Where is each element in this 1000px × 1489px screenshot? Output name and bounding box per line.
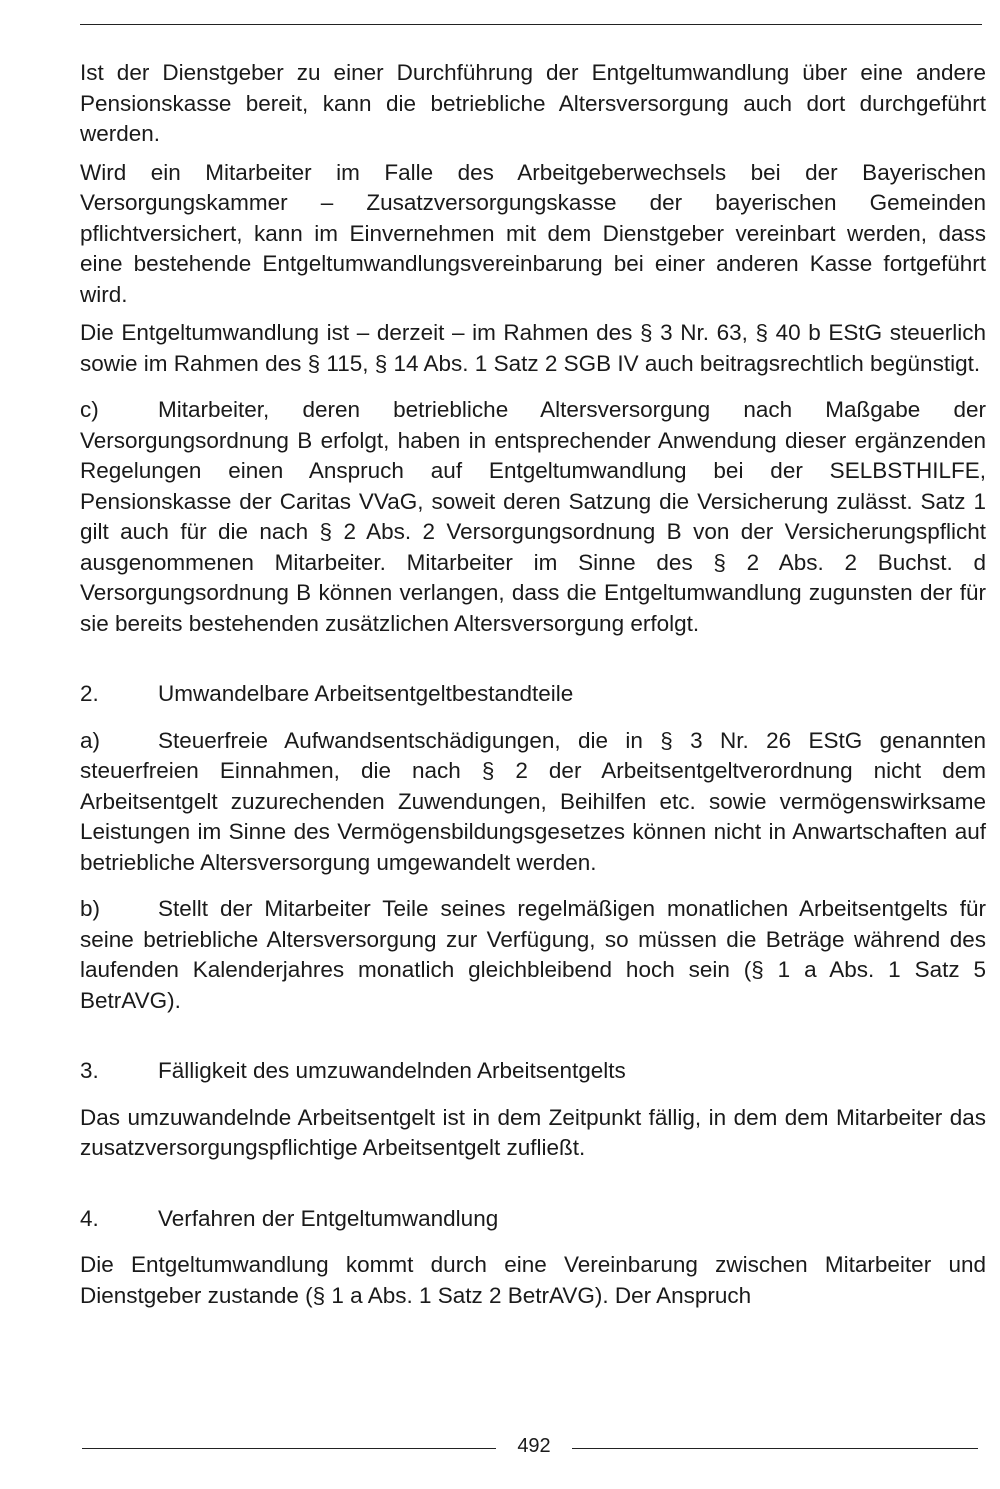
section-2-number: 2. <box>80 681 99 706</box>
section-2-title: Umwandelbare Arbeitsentgeltbestandteile <box>158 681 574 706</box>
section-4-number: 4. <box>80 1205 99 1231</box>
section-4-title: Verfahren der Entgeltumwandlung <box>158 1205 499 1231</box>
item-2a-label: a) <box>80 727 101 753</box>
item-2b-label: b) <box>80 896 101 921</box>
item-2b-text: Stellt der Mitarbeiter Teile seines regelmäßigen monatlichen Arbeitsentgelts für seine betriebliche Altersversorgung zur Verfügung, so müssen die Beträge während des laufenden Kalenderjahres monatlich gleichbleibend hoch sein (§ 1 a Abs. 1 Satz 5 BetrAVG). <box>80 896 986 1013</box>
section-2-heading <box>80 679 986 710</box>
item-2b <box>80 894 986 1016</box>
section-3-number: 3. <box>80 1058 99 1083</box>
document-body <box>80 58 986 1311</box>
footer-rule-left <box>82 1448 496 1449</box>
item-2a <box>80 726 986 879</box>
item-c <box>80 395 986 639</box>
page-footer <box>80 1431 986 1461</box>
paragraph-steuerlich: Die Entgeltumwandlung ist – derzeit – im Rahmen des § 3 Nr. 63, § 40 b EStG steuerlich sowie im Rahmen des § 115, § 14 Abs. 1 Satz 2 SGB IV auch beitragsrechtlich begünstigt. <box>80 320 986 376</box>
footer-rule-right <box>572 1448 978 1449</box>
section-4-text: Die Entgeltumwandlung kommt durch eine Vereinbarung zwischen Mitarbeiter und Dienstgeber zustande (§ 1 a Abs. 1 Satz 2 BetrAVG). Der Anspruch <box>80 1252 986 1308</box>
item-c-text: Mitarbeiter, deren betriebliche Altersversorgung nach Maßgabe der Versorgungsordnung B erfolgt, haben in entsprechender Anwendung dieser ergänzenden Regelungen einen Anspruch auf Entgeltumwandlung bei der SELBSTHILFE, Pensionskasse der Caritas VVaG, soweit deren Satzung die Versicherung zulässt. Satz 1 gilt auch für die nach § 2 Abs. 2 Versorgungsordnung B von der Versicherungspflicht ausgenommenen Mitarbeiter. Mitarbeiter im Sinne des § 2 Abs. 2 Buchst. d Versorgungsordnung B können verlangen, dass die Entgeltumwandlung zugunsten der für sie bereits bestehenden zusätzlichen Altersversorgung erfolgt. <box>80 397 986 636</box>
top-rule <box>80 24 982 25</box>
page-number: 492 <box>517 1435 551 1457</box>
section-3-text: Das umzuwandelnde Arbeitsentgelt ist in dem Zeitpunkt fällig, in dem dem Mitarbeiter das zusatzversorgungspflichtige Arbeitsentgelt zufließt. <box>80 1104 986 1160</box>
section-3-heading <box>80 1056 986 1087</box>
section-4-heading <box>80 1204 986 1235</box>
item-2a-text: Steuerfreie Aufwandsentschädigungen, die in § 3 Nr. 26 EStG genannten steuerfreien Einnahmen, die nach § 2 der Arbeitsentgeltverordnung nicht dem Arbeitsentgelt zuzurechenden Zuwendungen, Beihilfen etc. sowie vermögenswirksame Leistungen im Sinne des Vermögensbildungsgesetzes können nicht in Anwartschaften auf betriebliche Altersversorgung umgewandelt werden. <box>80 727 986 875</box>
item-c-label: c) <box>80 397 99 422</box>
paragraph-pensionskasse: Ist der Dienstgeber zu einer Durchführung der Entgeltumwandlung über eine andere Pensionskasse bereit, kann die betriebliche Altersversorgung auch dort durchgeführt werden. <box>80 60 986 146</box>
paragraph-arbeitgeberwechsel: Wird ein Mitarbeiter im Falle des Arbeitgeberwechsels bei der Bayerischen Versorgungskammer – Zusatzversorgungskasse der bayerischen Gemeinden pflichtversichert, kann im Einvernehmen mit dem Dienstgeber vereinbart werden, dass eine bestehende Entgeltumwandlungsvereinbarung bei einer anderen Kasse fortgeführt wird. <box>80 159 986 307</box>
section-3-title: Fälligkeit des umzuwandelnden Arbeitsentgelts <box>158 1058 626 1083</box>
